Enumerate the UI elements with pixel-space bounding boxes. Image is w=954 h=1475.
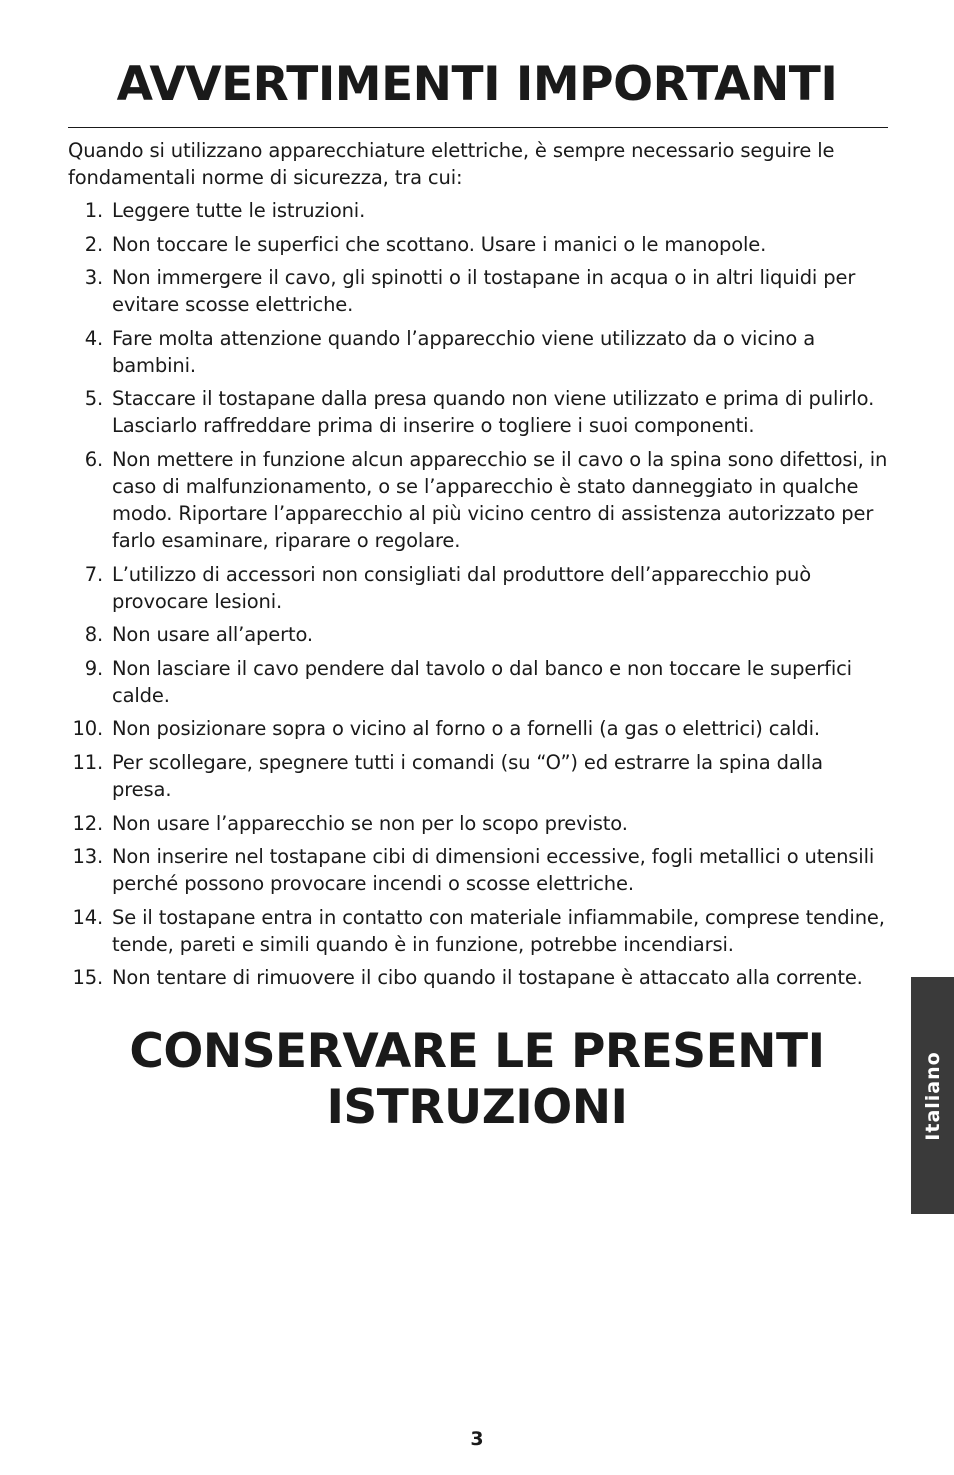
list-item [68,964,888,991]
list-item [68,385,888,439]
list-item [68,325,888,379]
list-item-text: Non lasciare il cavo pendere dal tavolo o dal banco e non toccare le superfici calde. [112,656,852,707]
closing-heading [0,1024,954,1136]
list-item-text: Non tentare di rimuovere il cibo quando il tostapane è attaccato alla corrente. [112,966,863,990]
list-item-text: Non usare l’apparecchio se non per lo scopo previsto. [112,811,628,835]
list-item [68,231,888,258]
list-item-text: Staccare il tostapane dalla presa quando non viene utilizzato e prima di pulirlo. Lasciarlo raffreddare prima di inserire o togliere i suoi componenti. [112,387,875,438]
list-item-number: 10. [72,717,103,741]
list-item-number: 1. [84,199,103,222]
list-item-number: 2. [84,232,103,256]
list-item [68,197,888,224]
list-item-number: 6. [84,447,103,471]
list-item-text: Non usare all’aperto. [112,623,313,647]
page-title: AVVERTIMENTI IMPORTANTI [116,57,838,112]
list-item-number: 5. [84,387,103,411]
list-item-number: 15. [72,966,103,990]
list-item [68,843,888,897]
list-item-text: L’utilizzo di accessori non consigliati dal produttore dell’apparecchio può provocare lesioni. [112,562,812,613]
list-item-number: 7. [84,562,103,586]
closing-heading-line-1: CONSERVARE LE PRESENTI [129,1024,825,1079]
list-item-number: 11. [72,750,103,774]
warnings-list [68,197,888,998]
list-item [68,621,888,648]
list-item-text: Non immergere il cavo, gli spinotti o il tostapane in acqua o in altri liquidi per evitare scosse elettriche. [112,266,856,317]
list-item [68,904,888,958]
list-item-number: 14. [72,905,103,929]
list-item-text: Non posizionare sopra o vicino al forno o a fornelli (a gas o elettrici) caldi. [112,717,820,741]
list-item-number: 3. [84,266,103,290]
list-item-number: 13. [72,845,103,869]
title-divider [68,127,888,128]
list-item-text: Non mettere in funzione alcun apparecchio se il cavo o la spina sono difettosi, in caso di malfunzionamento, o se l’apparecchio è stato danneggiato in qualche modo. Riportare l’apparecchio al più vicino centro di assistenza autorizzato per farlo esaminare, riparare o regolare. [112,447,888,552]
language-tab-label: Italiano [921,1050,944,1141]
list-item [68,715,888,742]
closing-heading-line-2: ISTRUZIONI [326,1080,628,1135]
list-item-text: Se il tostapane entra in contatto con materiale infiammabile, comprese tendine, tende, pareti e simili quando è in funzione, potrebbe incendiarsi. [112,905,885,956]
list-item-number: 8. [84,623,103,647]
list-item-text: Non toccare le superfici che scottano. Usare i manici o le manopole. [112,232,767,256]
list-item-text: Per scollegare, spegnere tutti i comandi (su “O”) ed estrarre la spina dalla presa. [112,750,823,801]
list-item [68,561,888,615]
list-item [68,749,888,803]
list-item [68,264,888,318]
list-item-number: 4. [84,326,103,350]
list-item-number: 9. [84,656,103,680]
list-item [68,655,888,709]
list-item-text: Fare molta attenzione quando l’apparecchio viene utilizzato da o vicino a bambini. [112,326,815,377]
list-item-text: Leggere tutte le istruzioni. [112,199,366,222]
list-item-number: 12. [72,811,103,835]
language-tab [911,977,954,1214]
list-item-text: Non inserire nel tostapane cibi di dimensioni eccessive, fogli metallici o utensili perché possono provocare incendi o scosse elettriche. [112,845,875,896]
intro-paragraph: Quando si utilizzano apparecchiature elettriche, è sempre necessario seguire le fondamentali norme di sicurezza, tra cui: [68,139,835,189]
list-item [68,446,888,554]
list-item [68,810,888,837]
page-number: 3 [470,1428,484,1450]
